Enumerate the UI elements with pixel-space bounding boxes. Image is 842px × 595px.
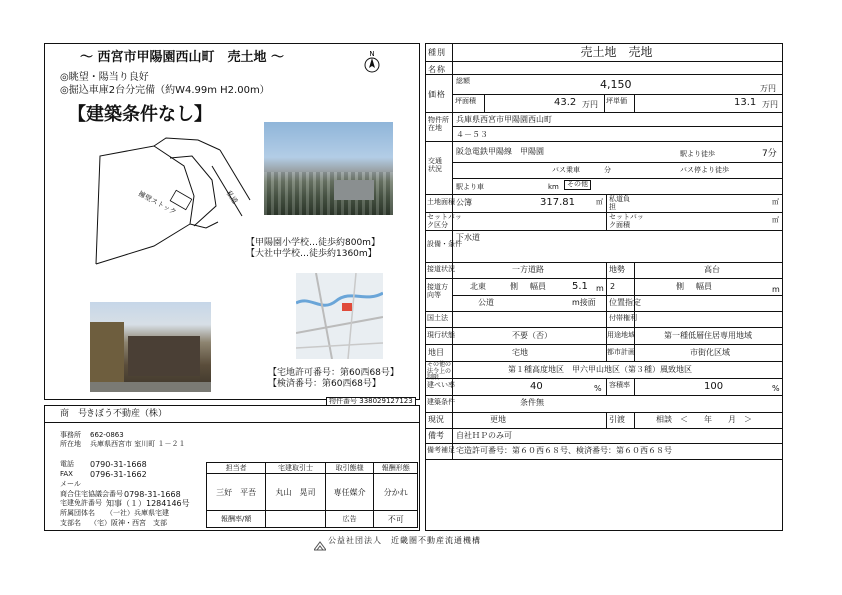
setback-area-unit: ㎡ bbox=[772, 216, 779, 224]
license: 知事（１）1284146号 bbox=[106, 499, 190, 508]
staff-header-1: 担当者 bbox=[207, 463, 266, 474]
location-label: 物件所在地 bbox=[428, 116, 449, 132]
road-dir-1: 北東 bbox=[470, 282, 486, 291]
land-area-kind: 公簿 bbox=[456, 198, 472, 207]
from-station-label: 駅より車 bbox=[456, 183, 484, 191]
facility-label: 設備・条件 bbox=[427, 240, 462, 248]
condition-banner: 【建築条件なし】 bbox=[68, 104, 212, 125]
land-law-label: 国土法 bbox=[427, 314, 448, 322]
build-cond-label: 建築条件 bbox=[427, 398, 455, 406]
location-map bbox=[296, 273, 383, 359]
road: 一方道路 bbox=[512, 265, 544, 274]
handover-label: 引渡 bbox=[609, 415, 625, 424]
staff-fee: 分かれ bbox=[374, 474, 418, 511]
map-label-road: 私道 bbox=[224, 189, 239, 206]
office-label: 事務所 bbox=[60, 431, 81, 439]
land-area: 317.81 bbox=[540, 197, 575, 208]
current-label: 現行状態 bbox=[427, 331, 455, 339]
doc-number-label: 物件番号 bbox=[329, 397, 357, 405]
feature-1: ◎眺望・陽当り良好 bbox=[60, 72, 149, 83]
mail-label: メール bbox=[60, 480, 81, 488]
area-tsubo-label: 坪面積 bbox=[455, 97, 476, 105]
bcr: 40 bbox=[530, 381, 543, 392]
tel: 0790-31-1668 bbox=[90, 460, 147, 469]
road-label: 接道状況 bbox=[427, 265, 455, 273]
far-unit: % bbox=[772, 384, 780, 393]
school-2: 【大社中学校…徒歩約1360m】 bbox=[246, 249, 377, 259]
zoning: 第一種低層住居専用地域 bbox=[664, 331, 752, 340]
ad-label: 広告 bbox=[325, 511, 374, 528]
address: 兵庫県西宮市 室川町 １－２１ bbox=[90, 440, 186, 448]
km: km bbox=[548, 183, 559, 191]
land-area-unit: ㎡ bbox=[596, 198, 603, 206]
road-side-1: 側 bbox=[510, 282, 518, 291]
road-dir-2: 2 bbox=[610, 282, 616, 291]
handover: 相談 ＜ 年 月 ＞ bbox=[656, 415, 752, 424]
price-total: 4,150 bbox=[600, 78, 632, 91]
bcr-unit: % bbox=[594, 384, 602, 393]
agent-staff-table bbox=[206, 462, 418, 528]
fax: 0796-31-1662 bbox=[90, 470, 147, 479]
bus-min: 分 bbox=[604, 166, 611, 174]
bus-label: バス乗車 bbox=[552, 166, 580, 174]
house-photo bbox=[90, 302, 211, 392]
width-2-unit: m bbox=[772, 285, 780, 294]
kind-label: 種別 bbox=[428, 48, 446, 57]
permit-2: 【検済番号：第60西68号】 bbox=[268, 379, 381, 389]
page-title: 〜 西宮市甲陽園西山町 売土地 〜 bbox=[80, 50, 285, 65]
width-label-1: 幅員 bbox=[530, 282, 546, 291]
city-plan: 市街化区域 bbox=[690, 348, 730, 357]
supp: 宅造許可番号：第６０西６８号、検済番号：第６０西６８号 bbox=[456, 446, 672, 455]
staff-broker: 丸山 晃司 bbox=[266, 474, 325, 511]
permit-1: 【宅地許可番号：第60西68号】 bbox=[268, 368, 399, 378]
land-cat-label: 地目 bbox=[428, 348, 444, 357]
width-1-unit: m bbox=[596, 284, 604, 293]
staff-header-2: 宅建取引士 bbox=[266, 463, 325, 474]
land-area-label: 土地面積 bbox=[427, 198, 455, 206]
group-label: 所属団体名 bbox=[60, 509, 95, 517]
school-1: 【甲陽園小学校…徒歩約800m】 bbox=[246, 238, 380, 248]
staff-mode: 専任媒介 bbox=[325, 474, 374, 511]
assoc-label: 商合住宅協議会番号 bbox=[60, 490, 123, 498]
bcr-label: 建ぺい率 bbox=[427, 381, 455, 389]
other-law-label: 付帯権利 bbox=[609, 314, 637, 322]
build-cond: 条件無 bbox=[520, 398, 544, 407]
tsubo-price: 13.1 bbox=[734, 97, 757, 108]
far: 100 bbox=[704, 381, 724, 392]
address-label: 所在地 bbox=[60, 440, 81, 448]
train-line: 阪急電鉄甲陽線 甲陽園 bbox=[456, 147, 544, 156]
terrain: 高台 bbox=[704, 265, 720, 274]
status-label: 現況 bbox=[428, 415, 444, 424]
tsubo-price-label: 坪単価 bbox=[606, 97, 627, 105]
staff-person: 三好 平吾 bbox=[207, 474, 266, 511]
tsubo-unit: 万円 bbox=[582, 100, 598, 109]
walk-label: 駅より徒歩 bbox=[680, 150, 715, 158]
kind: 売土地 売地 bbox=[580, 45, 653, 59]
frontage-label: m接面 bbox=[572, 298, 596, 307]
trade-label: 商 号 bbox=[60, 409, 88, 419]
supp-label: 備考補足 bbox=[427, 446, 455, 454]
map-label-house: 擁壁ストック bbox=[136, 189, 178, 217]
far-label: 容積率 bbox=[609, 381, 630, 389]
postal-code: 662-0863 bbox=[90, 431, 124, 439]
location-1: 兵庫県西宮市甲陽園西山町 bbox=[456, 115, 552, 124]
view-photo bbox=[264, 122, 393, 215]
width-1: 5.1 bbox=[572, 281, 588, 292]
private-road-unit: ㎡ bbox=[772, 198, 779, 206]
terrain-label: 地勢 bbox=[609, 265, 625, 274]
remarks-label: 報酬率/額 bbox=[207, 511, 266, 528]
price-unit: 万円 bbox=[760, 84, 776, 93]
company-name: きぼう不動産（株） bbox=[86, 409, 168, 419]
assoc: 0798-31-1668 bbox=[124, 490, 181, 499]
setback-area-label: セットバック面積 bbox=[609, 213, 644, 229]
other-restrict: 第１種高度地区 甲六甲山地区（第３種）風致地区 bbox=[508, 365, 692, 374]
private-road-label: 私道負担 bbox=[609, 195, 630, 211]
location-2: ４－５３ bbox=[456, 130, 488, 139]
status: 更地 bbox=[490, 415, 506, 424]
traffic-label: 交通状況 bbox=[428, 157, 442, 173]
name-label: 名称 bbox=[428, 65, 446, 74]
width-label-2: 幅員 bbox=[696, 282, 712, 291]
tel-label: 電話 bbox=[60, 460, 74, 468]
walk: 7分 bbox=[762, 149, 777, 159]
compass-n: N bbox=[369, 50, 375, 58]
license-label: 宅建免許番号 bbox=[60, 499, 102, 507]
notes: 自社ＨＰのみ可 bbox=[456, 431, 512, 440]
current: 不要（否） bbox=[512, 331, 552, 340]
bus-walk-label: バス停より徒歩 bbox=[680, 166, 729, 174]
fax-label: FAX bbox=[60, 470, 73, 478]
site-map bbox=[94, 136, 254, 266]
road-dir-label: 接道方向等 bbox=[427, 283, 448, 299]
doc-number: 338029127123 bbox=[359, 397, 413, 405]
other-restrict-label: その他の法令上の制限 bbox=[427, 361, 452, 382]
tsubo-price-unit: 万円 bbox=[762, 100, 778, 109]
setback-label: セットバック区分 bbox=[427, 213, 462, 229]
other-label: その他 bbox=[564, 180, 591, 190]
price-total-label: 総額 bbox=[456, 77, 470, 85]
feature-2: ◎掘込車庫2台分完備（約W4.99m H2.00m） bbox=[60, 85, 270, 96]
position-label: 位置指定 bbox=[609, 298, 641, 307]
facility: 下水道 bbox=[456, 233, 480, 242]
area-tsubo: 43.2 bbox=[554, 97, 577, 108]
city-plan-label: 都市計画 bbox=[607, 348, 635, 356]
branch: （宅）阪神・西宮 支部 bbox=[90, 519, 167, 527]
staff-header-4: 報酬形態 bbox=[374, 463, 418, 474]
footer-org: 公益社団法人 近畿圏不動産流通機構 bbox=[328, 536, 481, 545]
notes-label: 備考 bbox=[428, 431, 444, 440]
staff-header-3: 取引態様 bbox=[325, 463, 374, 474]
zoning-label: 用途地域 bbox=[607, 331, 635, 339]
group: （一社）兵庫県宅建 bbox=[106, 509, 169, 517]
compass-icon bbox=[362, 48, 382, 74]
ad-value: 不可 bbox=[374, 511, 418, 528]
land-cat: 宅地 bbox=[512, 348, 528, 357]
road-side-2: 側 bbox=[676, 282, 684, 291]
public-road-label: 公道 bbox=[478, 298, 494, 307]
price-label: 価格 bbox=[428, 90, 446, 99]
footer-logo-icon bbox=[314, 536, 326, 546]
branch-label: 支部名 bbox=[60, 519, 81, 527]
